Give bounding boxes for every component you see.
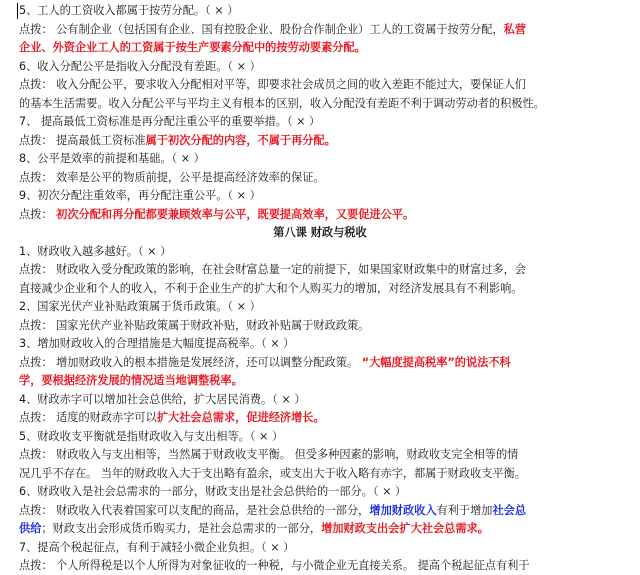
text-line	[19, 57, 635, 76]
text-segment: ；财政支出会形成货币购买力，是社会总需求的一部分，	[41, 522, 322, 535]
text-line	[19, 538, 635, 557]
text-segment: 第八课 财政与税收	[273, 226, 367, 239]
text-line	[19, 20, 635, 39]
highlight-red-text: 扩大社会总需求，促进经济增长。	[156, 411, 325, 424]
text-line	[19, 408, 635, 427]
text-line	[19, 205, 635, 224]
highlight-red-text: “大幅度提高税率”的说法不科	[361, 355, 511, 369]
text-line	[19, 482, 635, 501]
text-segment: 点拨： 收入分配公平，要求收入分配相对平等，即要求社会成员之间的收入差距不能过大，要保证人们	[19, 78, 526, 91]
text-line	[19, 149, 635, 168]
text-segment: 直接减少企业和个人的收入，不利于企业生产的扩大和个人购买力的增加，对经济发展具有不利影响。	[19, 281, 523, 295]
text-line	[19, 131, 635, 150]
text-segment: 点拨： 个人所得税是以个人所得为对象征收的一种税，与小微企业无直接关系。 提高个税起征点有利于	[19, 559, 530, 572]
text-segment: 9、初次分配注重效率，再分配注重公平。（ × ）	[19, 189, 261, 202]
text-segment: 点拨： 财政收入与支出相等，当然属于财政收支平衡。 但受多种因素的影响，财政收支完全相等的情	[19, 448, 519, 461]
text-line	[19, 445, 635, 464]
highlight-blue-text: 供给	[19, 522, 42, 535]
text-segment: 点拨： 适度的财政赤字可以	[19, 411, 157, 424]
text-segment: 6、收入分配公平是指收入分配没有差距。（ × ）	[19, 59, 261, 73]
highlight-blue-text: 社会总	[492, 503, 527, 517]
highlight-red-text: 学，要根据经济发展的情况适当地调整税率。	[19, 374, 243, 387]
text-segment: 点拨： 财政收入受分配政策的影响，在社会财富总量一定的前提下，如果国家财政集中的财富过多，会	[19, 263, 526, 276]
text-segment: 的基本生活需要。收入分配公平与平均主义有根本的区别，收入分配没有差距不利于调动劳动者的积极性。	[19, 96, 545, 110]
text-line	[19, 316, 635, 335]
text-line	[19, 297, 635, 316]
text-segment: 点拨：	[19, 207, 57, 221]
text-segment: 点拨： 国家光伏产业补贴政策属于财政补贴，财政补贴属于财政政策。	[19, 318, 370, 332]
text-line	[19, 168, 635, 187]
highlight-blue-text: 增加财政收入	[369, 503, 437, 517]
text-line	[19, 519, 635, 538]
text-line	[19, 38, 635, 57]
text-cursor	[17, 3, 18, 19]
text-segment: 有利于增加	[436, 503, 493, 517]
text-line	[19, 371, 635, 390]
text-segment: 点拨： 效率是公平的物质前提，公平是提高经济效率的保证。	[19, 170, 325, 184]
text-line	[19, 501, 635, 520]
text-line	[19, 186, 635, 205]
text-line	[19, 427, 635, 446]
text-segment: 5、工人的工资收入都属于按劳分配。（ × ）	[19, 4, 239, 17]
text-segment: 2、国家光伏产业补贴政策属于货币政策。（ × ）	[19, 300, 261, 313]
section-heading	[0, 223, 640, 242]
text-segment: 7、提高个税起征点，有利于减轻小微企业负担。（ × ）	[19, 540, 295, 554]
text-segment: 点拨： 公有制企业（包括国有企业、国有控股企业、股份合作制企业）工人的工资属于按劳分配，	[19, 22, 504, 36]
text-segment: 1、财政收入越多越好。（ × ）	[19, 244, 172, 258]
text-line	[19, 353, 635, 372]
text-line	[19, 94, 635, 113]
highlight-red-text: 属于初次分配的内容，不属于再分配。	[145, 133, 336, 147]
text-line	[19, 242, 635, 261]
highlight-red-text: 初次分配和再分配都要兼顾效率与公平，既要提高效率，又要促进公平。	[56, 207, 415, 221]
text-segment: 6、财政收入是社会总需求的一部分，财政支出是社会总供给的一部分。（ × ）	[19, 485, 407, 498]
text-line	[19, 75, 635, 94]
highlight-red-text: 企业、外资企业工人的工资属于按生产要素分配中的按劳动要素分配。	[19, 41, 366, 54]
highlight-red-text: 增加财政支出会扩大社会总需求。	[321, 522, 489, 535]
text-segment: 3、增加财政收入的合理措施是大幅度提高税率。（ × ）	[19, 337, 295, 350]
text-line	[19, 556, 635, 575]
text-segment: 况几乎不存在。 当年的财政收入大于支出略有盈余，或支出大于收入略有赤字，都属于财政收支平衡。	[19, 466, 526, 480]
text-segment: 4、财政赤字可以增加社会总供给，扩大居民消费。（ × ）	[19, 392, 306, 406]
text-line	[19, 390, 635, 409]
text-segment: 7、 提高最低工资标准是再分配注重公平的重要举措。（ × ）	[19, 115, 321, 128]
text-line	[19, 112, 635, 131]
text-line	[19, 279, 635, 298]
text-segment: 点拨： 增加财政收入的根本措施是发展经济，还可以调整分配政策。	[19, 355, 362, 369]
text-line	[19, 1, 635, 20]
text-segment: 5、财政收支平衡就是指财政收入与支出相等。（ × ）	[19, 429, 284, 443]
text-line	[19, 334, 635, 353]
text-segment: 8、公平是效率的前提和基础。（ × ）	[19, 152, 205, 165]
text-segment: 点拨： 提高最低工资标准	[19, 133, 146, 147]
text-line	[19, 464, 635, 483]
text-line	[19, 260, 635, 279]
text-segment: 点拨： 财政收入代表着国家可以支配的商品，是社会总供给的一部分，	[19, 503, 370, 517]
highlight-red-text: 私营	[503, 22, 527, 36]
